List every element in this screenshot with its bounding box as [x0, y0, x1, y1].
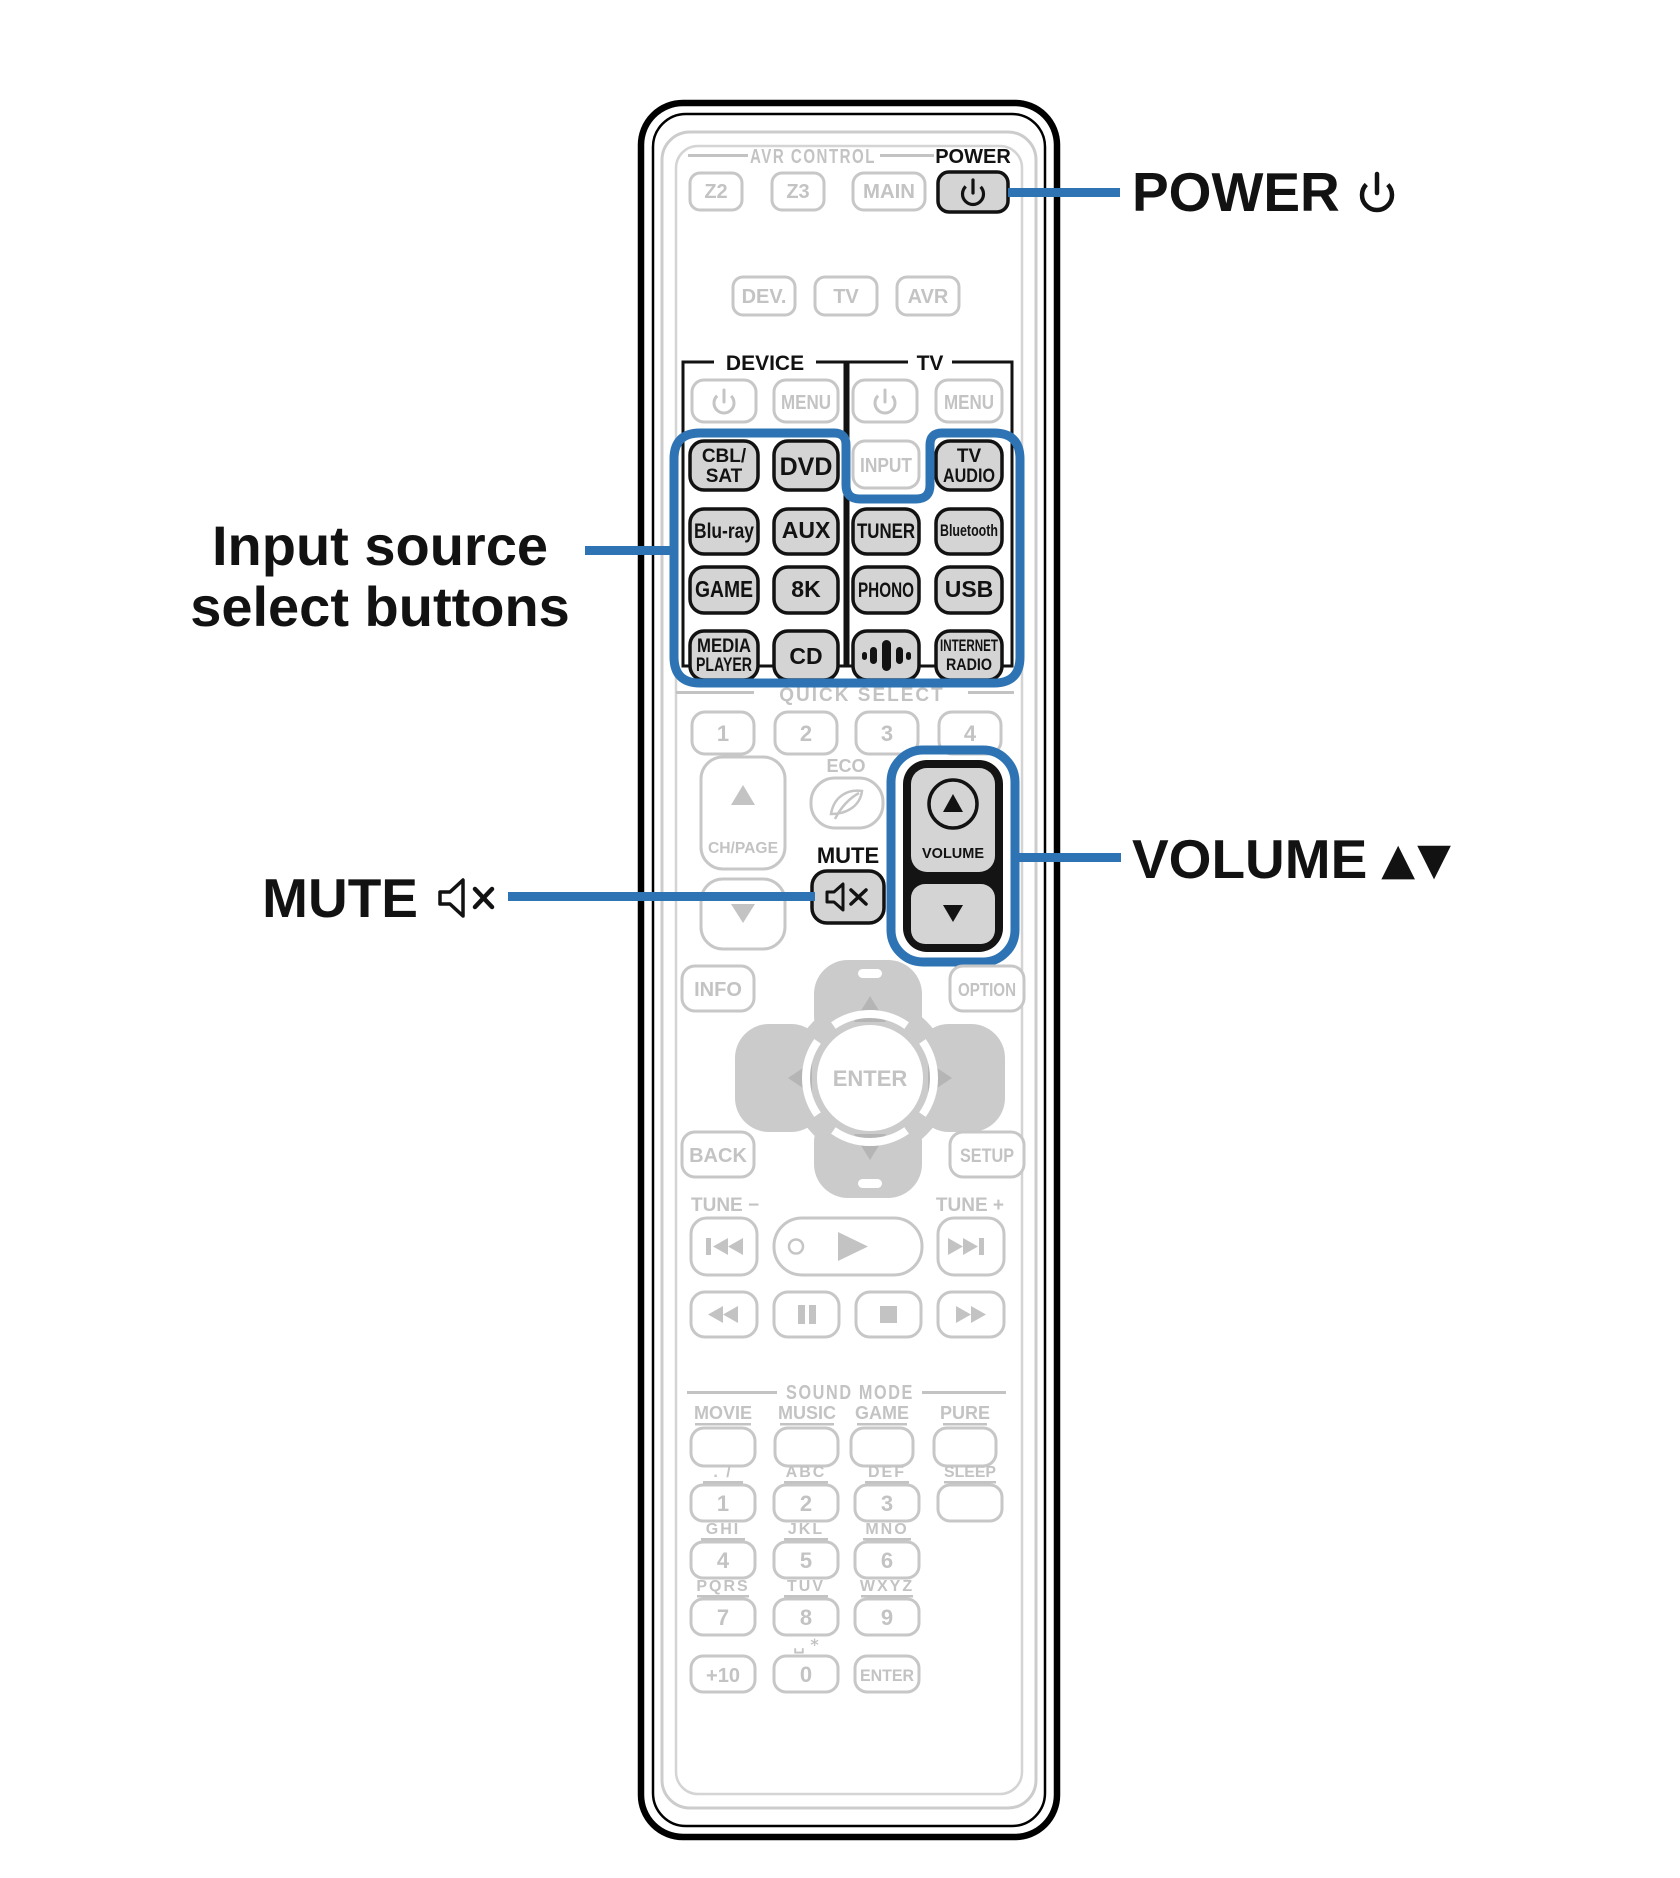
input-usb-button[interactable] — [936, 567, 1002, 613]
svg-text:SETUP: SETUP — [960, 1146, 1015, 1167]
skip-back-button[interactable] — [691, 1218, 757, 1275]
svg-text:DVD: DVD — [779, 453, 833, 481]
key8-underline — [784, 1595, 828, 1598]
svg-text:Z3: Z3 — [786, 181, 810, 203]
avr-control-rule-left — [688, 154, 748, 157]
quick-select-rule-right — [968, 691, 1014, 694]
svg-text:AUDIO: AUDIO — [943, 466, 995, 487]
movie-label: MOVIE — [693, 1403, 753, 1423]
key-1-button[interactable] — [691, 1485, 755, 1521]
svg-text:Blu-ray: Blu-ray — [694, 520, 755, 543]
play-button[interactable] — [774, 1218, 922, 1275]
svg-text:8: 8 — [799, 1605, 813, 1630]
rewind-button[interactable] — [691, 1292, 757, 1337]
svg-text:MEDIA: MEDIA — [697, 636, 752, 657]
input-bluetooth-button[interactable] — [936, 509, 1002, 554]
input-game-button[interactable] — [690, 567, 758, 613]
key3-underline — [865, 1481, 909, 1484]
music-label: MUSIC — [778, 1403, 836, 1423]
stop-button[interactable] — [856, 1292, 921, 1337]
key2-underline — [784, 1481, 828, 1484]
skip-forward-button[interactable] — [938, 1218, 1004, 1275]
svg-text:MENU: MENU — [781, 392, 831, 414]
mute-button[interactable] — [812, 871, 884, 923]
device-select-dev-button[interactable] — [733, 277, 795, 315]
mute-callout-label: MUTE — [262, 867, 418, 929]
quick-select-3-button[interactable] — [856, 712, 918, 754]
tune-plus-label: TUNE + — [935, 1195, 1004, 1216]
mute-callout — [160, 866, 500, 930]
zone2-button[interactable] — [690, 173, 742, 210]
tv-section-header: TV — [916, 352, 944, 375]
key-2-button[interactable] — [774, 1485, 838, 1521]
sound-mode-rule-right — [922, 1391, 1006, 1394]
quick-select-2-button[interactable] — [775, 712, 837, 754]
key1-letters: . / — [713, 1464, 733, 1481]
svg-text:INFO: INFO — [694, 979, 742, 1001]
svg-text:1: 1 — [716, 721, 730, 746]
svg-text:DEV.: DEV. — [741, 286, 787, 308]
power-callout-label: POWER — [1132, 161, 1340, 223]
svg-text:0: 0 — [799, 1662, 813, 1687]
sound-mode-pure-button[interactable] — [934, 1428, 996, 1466]
key2-letters: ABC — [785, 1464, 827, 1481]
cursor-down-pill — [858, 1179, 882, 1188]
mute-callout-icon — [434, 875, 500, 921]
device-power-button[interactable] — [692, 380, 756, 422]
game-label: GAME — [855, 1403, 909, 1423]
stop-icon — [880, 1306, 897, 1323]
device-select-avr-button[interactable] — [897, 277, 959, 315]
info-button[interactable] — [682, 966, 754, 1011]
svg-text:3: 3 — [880, 721, 894, 746]
svg-text:PLAYER: PLAYER — [696, 655, 753, 676]
option-button[interactable] — [950, 966, 1024, 1011]
quick-select-header: QUICK SELECT — [779, 685, 945, 706]
key9-letters: WXYZ — [859, 1578, 915, 1595]
svg-text:PHONO: PHONO — [858, 579, 914, 602]
sound-mode-music-button[interactable] — [775, 1428, 838, 1466]
key6-underline — [863, 1538, 911, 1541]
input-tuner-button[interactable] — [853, 509, 919, 554]
input-source-callout-line2: select buttons — [190, 575, 570, 638]
power-callout — [1132, 160, 1400, 224]
tv-menu-button[interactable] — [936, 380, 1002, 422]
key1-underline — [703, 1481, 743, 1484]
svg-text:9: 9 — [880, 1605, 894, 1630]
svg-text:AUX: AUX — [781, 517, 831, 543]
input-media-player-button[interactable] — [690, 631, 758, 680]
input-heos-button[interactable] — [853, 631, 919, 680]
input-internet-radio-button[interactable] — [936, 631, 1002, 680]
volume-callout-label: VOLUME — [1132, 828, 1368, 890]
svg-text:TUNER: TUNER — [857, 520, 915, 543]
device-menu-button[interactable] — [774, 380, 838, 422]
tv-input-button[interactable] — [853, 441, 919, 488]
input-cd-button[interactable] — [774, 631, 838, 680]
eco-button[interactable] — [811, 778, 883, 828]
volume-up-button[interactable] — [911, 768, 995, 872]
svg-text:INPUT: INPUT — [860, 455, 912, 477]
volume-callout — [1132, 827, 1453, 891]
svg-text:4: 4 — [716, 1548, 730, 1573]
power-button[interactable] — [938, 172, 1008, 212]
sleep-button[interactable] — [938, 1485, 1002, 1521]
input-cbl-sat-button[interactable] — [690, 441, 758, 490]
key7-letters: PQRS — [696, 1578, 750, 1595]
sleep-label: SLEEP — [944, 1464, 997, 1481]
svg-text:MAIN: MAIN — [863, 181, 915, 203]
pure-underline — [943, 1423, 987, 1426]
svg-text:USB: USB — [944, 576, 994, 602]
svg-text:5: 5 — [799, 1548, 813, 1573]
svg-text:BACK: BACK — [689, 1145, 747, 1167]
input-aux-button[interactable] — [774, 509, 838, 554]
svg-text:4: 4 — [963, 721, 977, 746]
input-source-callout-line1: Input source — [211, 514, 549, 577]
mute-button-label: MUTE — [816, 843, 880, 868]
sleep-underline — [944, 1481, 996, 1484]
svg-text:7: 7 — [716, 1605, 730, 1630]
back-button[interactable] — [682, 1132, 754, 1177]
movie-underline — [695, 1423, 751, 1426]
key9-underline — [861, 1595, 913, 1598]
svg-text:2: 2 — [799, 1491, 813, 1516]
zone3-button[interactable] — [772, 173, 824, 210]
sound-mode-movie-button[interactable] — [691, 1428, 755, 1466]
key-6-button[interactable] — [855, 1542, 919, 1578]
svg-text:INTERNET: INTERNET — [940, 636, 999, 655]
input-blu-ray-button[interactable] — [690, 509, 758, 554]
key-4-button[interactable] — [691, 1542, 755, 1578]
svg-text:SAT: SAT — [705, 466, 743, 487]
svg-text:CD: CD — [789, 643, 823, 669]
key5-underline — [784, 1538, 828, 1541]
sound-mode-game-button[interactable] — [851, 1428, 913, 1466]
enter-label: ENTER — [832, 1066, 908, 1091]
key-3-button[interactable] — [855, 1485, 919, 1521]
key-5-button[interactable] — [774, 1542, 838, 1578]
svg-text:2: 2 — [799, 721, 813, 746]
power-callout-line — [1008, 188, 1120, 197]
svg-text:8K: 8K — [791, 576, 821, 602]
mute-callout-line — [508, 892, 815, 901]
input-source-callout — [150, 515, 610, 637]
key8-letters: TUV — [787, 1578, 825, 1595]
svg-text:TV: TV — [956, 446, 982, 467]
key-9-button[interactable] — [855, 1599, 919, 1635]
power-callout-icon — [1354, 168, 1400, 216]
device-select-tv-button[interactable] — [815, 277, 877, 315]
sound-mode-header: SOUND MODE — [786, 1382, 914, 1404]
svg-text:Z2: Z2 — [704, 181, 728, 203]
power-button-label: POWER — [935, 146, 1011, 168]
svg-text:AVR: AVR — [907, 286, 949, 308]
key-8-button[interactable] — [774, 1599, 838, 1635]
input-dvd-button[interactable] — [774, 441, 838, 490]
channel-page-down-button[interactable] — [701, 879, 785, 949]
ch-page-label: CH/PAGE — [708, 840, 779, 857]
avr-control-rule-right — [880, 154, 934, 157]
setup-button[interactable] — [950, 1132, 1024, 1177]
tv-power-button[interactable] — [853, 380, 917, 422]
svg-text:Bluetooth: Bluetooth — [940, 521, 998, 540]
game-underline — [857, 1423, 907, 1426]
input-8k-button[interactable] — [774, 567, 838, 613]
svg-text:RADIO: RADIO — [946, 655, 992, 674]
svg-text:+10: +10 — [706, 1665, 740, 1687]
fast-forward-button[interactable] — [938, 1292, 1004, 1337]
key6-letters: MNO — [865, 1521, 909, 1538]
svg-text:6: 6 — [880, 1548, 894, 1573]
key4-underline — [701, 1538, 745, 1541]
svg-text:3: 3 — [880, 1491, 894, 1516]
input-phono-button[interactable] — [853, 567, 919, 613]
music-underline — [780, 1423, 834, 1426]
svg-text:GAME: GAME — [695, 576, 753, 602]
key-7-button[interactable] — [691, 1599, 755, 1635]
tune-minus-label: TUNE − — [691, 1195, 760, 1216]
svg-text:ENTER: ENTER — [860, 1666, 914, 1685]
space-star-label: ␣ * — [793, 1635, 819, 1654]
key-0-button[interactable] — [774, 1656, 838, 1692]
quick-select-rule-left — [676, 691, 754, 694]
key4-letters: GHI — [705, 1521, 741, 1538]
key-enter-button[interactable] — [855, 1656, 919, 1692]
avr-control-header: AVR CONTROL — [750, 146, 876, 168]
device-section-header: DEVICE — [725, 352, 805, 375]
key3-letters: DEF — [868, 1464, 906, 1481]
volume-down-button[interactable] — [911, 884, 995, 944]
eco-label: ECO — [826, 756, 866, 776]
key5-letters: JKL — [787, 1521, 825, 1538]
main-zone-button[interactable] — [853, 173, 925, 210]
svg-text:OPTION: OPTION — [958, 980, 1016, 1000]
sound-mode-rule-left — [687, 1391, 777, 1394]
svg-text:MENU: MENU — [944, 392, 994, 414]
channel-page-up-button[interactable] — [701, 757, 785, 869]
volume-arrows-icon: ▲▼ — [1381, 833, 1453, 885]
pure-label: PURE — [939, 1403, 991, 1423]
svg-text:TV: TV — [833, 286, 859, 308]
pause-button[interactable] — [774, 1292, 839, 1337]
key7-underline — [697, 1595, 749, 1598]
svg-text:CBL/: CBL/ — [701, 446, 747, 467]
input-tv-audio-button[interactable] — [936, 441, 1002, 490]
volume-rocker-label: VOLUME — [922, 845, 984, 862]
cursor-up-pill — [858, 969, 882, 978]
key-plus10-button[interactable] — [691, 1656, 755, 1692]
quick-select-1-button[interactable] — [692, 712, 754, 754]
svg-text:1: 1 — [716, 1491, 730, 1516]
volume-callout-line — [1013, 853, 1121, 862]
